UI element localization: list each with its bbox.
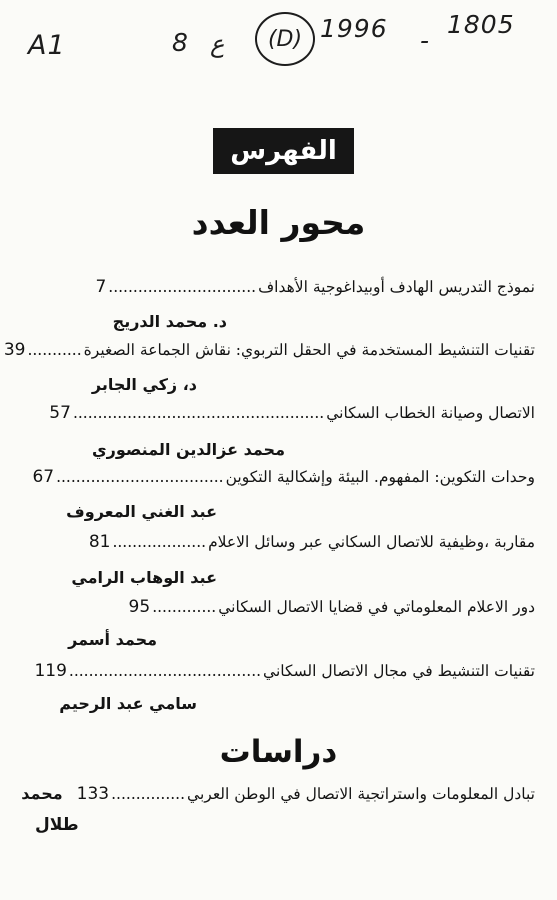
page-number: 119: [34, 661, 67, 681]
page-number: 39: [3, 340, 26, 360]
page-number: 57: [49, 403, 71, 423]
toc-entry[interactable]: [28, 597, 535, 617]
page-number: 81: [88, 532, 111, 552]
toc-entry[interactable]: [28, 403, 535, 423]
toc-entry[interactable]: [28, 277, 535, 297]
dot-leader: ...................: [112, 533, 207, 551]
toc-entry[interactable]: [28, 532, 535, 552]
page-number: 95: [128, 597, 151, 617]
entry-title: وحدات التكوين: المفهوم. البيئة وإشكالية التكوين: [225, 468, 535, 486]
page-number: 67: [32, 467, 55, 487]
entry-author: د. محمد الدريج: [112, 312, 227, 331]
entry-title: تقنيات التنشيط في مجال الاتصال السكاني: [263, 662, 535, 680]
dot-leader: ...............: [111, 785, 186, 803]
page-number: 7: [95, 277, 107, 297]
study-entry[interactable]: [21, 784, 535, 804]
handwritten-dash: -: [420, 26, 431, 55]
section-title-main: محور العدد: [191, 203, 366, 242]
dot-leader: ..............................: [108, 278, 257, 296]
entry-title: تقنيات التنشيط المستخدمة في الحقل التربوي: نقاش الجماعة الصغيرة: [83, 341, 535, 359]
entry-title: نموذج التدريس الهادف أوبيداغوجية الأهداف: [258, 278, 535, 296]
dot-leader: ...................................................: [72, 404, 325, 422]
entry-author: د، زكي الجابر: [91, 375, 197, 394]
toc-entry[interactable]: [28, 467, 535, 487]
dot-leader: .............: [152, 598, 217, 616]
page-number: 133: [76, 784, 110, 804]
entry-author: محمد: [21, 784, 63, 803]
handwritten-number: 8: [172, 28, 189, 57]
toc-entry[interactable]: [3, 340, 535, 360]
handwritten-code: A1: [28, 30, 66, 61]
entry-author: عبد الغني المعروف: [66, 502, 217, 521]
entry-title: دور الاعلام المعلوماتي في قضايا الاتصال السكاني: [218, 598, 535, 616]
entry-title: تبادل المعلومات واستراتجية الاتصال في الوطن العربي: [187, 785, 535, 803]
entry-author: محمد عزالدين المنصوري: [92, 440, 285, 459]
section-title-studies: دراسات: [219, 734, 338, 770]
dot-leader: ...........: [27, 341, 82, 359]
handwritten-year: 1996: [320, 14, 388, 43]
dot-leader: ..................................: [56, 468, 224, 486]
circled-text: (D): [267, 26, 303, 52]
entry-title: الاتصال وصيانة الخطاب السكاني: [326, 404, 535, 422]
toc-entry[interactable]: [28, 661, 535, 681]
entry-author: محمد أسمر: [68, 630, 157, 649]
handwritten-ref: 1805: [447, 10, 515, 39]
entry-author: سامي عبد الرحيم: [59, 694, 197, 713]
index-heading-text: الفهرس: [230, 136, 337, 166]
entry-title: مقاربة ،وظيفية للاتصال السكاني عبر وسائل الاعلام: [208, 533, 535, 551]
entry-author: عبد الوهاب الرامي: [71, 568, 217, 587]
dot-leader: .......................................: [68, 662, 262, 680]
handwritten-letter: ع: [210, 30, 225, 58]
entry-author-continued: طلال: [35, 815, 79, 835]
